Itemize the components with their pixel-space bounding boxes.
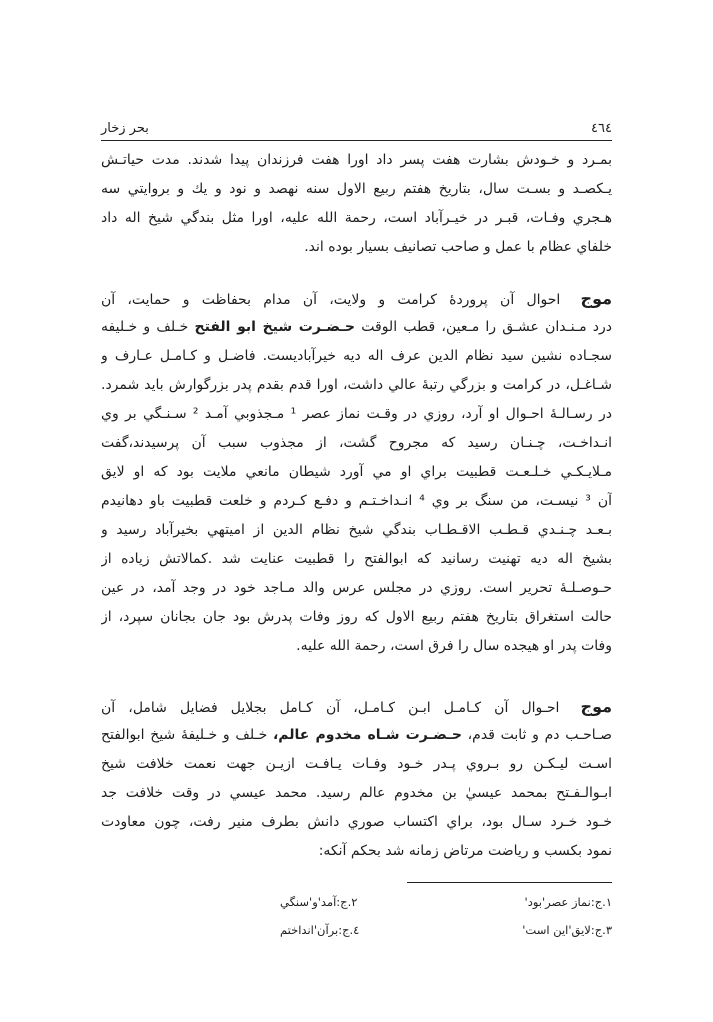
text-span: خـلف و خـليفه — [101, 319, 189, 335]
text-line: سجـاده نشين سيد نظام الدين عرف اله ديه خيرآباديست. فاضـل و كـامـل عـارف و — [101, 348, 612, 364]
section-marker: موج — [580, 289, 612, 308]
text-line: در رسـالـهٔ احـوال او آرد، روزي در وقـت نماز عصر ¹ مـجذوبي آمـد ² سـنـگي بر وي — [101, 406, 612, 422]
footnote-1: ١.ج:نماز عصر'بود' — [524, 895, 612, 909]
footnote-rule — [407, 882, 612, 883]
running-header — [101, 116, 612, 140]
text-line: نمود بكسب و رياضت مرتاض زمانه شد بحكم آنكه: — [318, 843, 612, 859]
paragraph-1 — [101, 146, 612, 262]
text-span: درد مـنـدان عشـق را مـعين، قطب الوقت — [361, 319, 612, 335]
paragraph-3 — [101, 692, 612, 866]
person-name-bold: حـضـرت شـاه مخدوم عالم، — [272, 727, 462, 743]
text-line: ابـوالـفـتح بمحمد عيسيٰ بن مخدوم عالم رسيد. محمد عيسي در وقت خلافت جد — [101, 785, 612, 801]
text-line: انـداخـت، چـنـان رسيد كه مجروح گشت، از مجذوب سبب آن پرسيدند،گفت — [101, 435, 612, 451]
footnote-4: ٤.ج:برآن'انداختم — [280, 923, 360, 937]
text-line — [101, 692, 612, 721]
text-line: خلفاي عظام با عمل و صاحب تصانيف بسيار بوده اند. — [304, 239, 612, 255]
page-number: ٤٦٤ — [591, 120, 612, 136]
text-line: هـجري وفـات، قبـر در خيـرآباد است، رحمة الله عليه، اورا مثل بندگي شيخ اله داد — [101, 210, 612, 226]
header-rule — [101, 140, 612, 141]
text-line — [101, 721, 612, 750]
text-line: حالت استغراق بتاريخ هفتم ربيع الاول كه روز وفات پدرش بود جان بجانان سپرد، از — [101, 609, 612, 625]
text-line — [101, 313, 612, 342]
text-line — [101, 284, 612, 313]
footnote-3: ٣.ج:لايق'اين است' — [522, 923, 612, 937]
text-line: يـكصـد و بسـت سال، بتاريخ هفتم ربيع الاول سنه نهصد و نود و يك و بروايتي سه — [101, 181, 612, 197]
text-line: اسـت ليـكـن رو بـروي پـدر خـود وفـات يـافـت ازيـن جهت نعمت خلافت شيخ — [101, 756, 612, 772]
footnote-row — [280, 916, 612, 944]
footnote-row — [280, 888, 612, 916]
text-line: بشيخ اله ديه تهنيت رسانيد كه ابوالفتح را قطبيت عنايت شد .كمالاتش زياده از — [101, 551, 612, 567]
footnotes — [280, 888, 612, 944]
text-line: بـعـد چـنـدي قـطـب الاقـطـاب بندگي شيخ نظام الدين از اميتهي بخيرآباد رسيد و — [101, 522, 612, 538]
text-span: احوال آن پروردهٔ كرامت و ولايت، آن مدام بحفاظت و حمايت، آن — [101, 292, 561, 308]
text-line: حـوصـلـهٔ تحرير است. روزي در مجلس عرس والد مـاجد خود در وجد آمد، در عين — [101, 580, 612, 596]
person-name-bold: حـضـرت شيخ ابو الفتح — [194, 319, 356, 335]
paragraph-2 — [101, 284, 612, 661]
text-line: وفات پدر او هيجده سال را فرق است، رحمة الله عليه. — [296, 638, 612, 654]
text-line: آن ³ نيسـت، من سنگ بر وي ⁴ انـداخـتـم و دفـع كـردم و خلعت قطبيت باو دهانيدم — [101, 493, 612, 509]
text-line: مـلايـكـي خـلـعـت قطبيت براي او مي آورد شيطان مانعي ملايت بود كه او لايق — [101, 464, 612, 480]
book-title: بحر زخار — [101, 120, 149, 136]
text-line: خـود خـرد سـال بود، براي اكتساب صوري دانش بطرف منير رفت، چون معاودت — [101, 814, 612, 830]
section-marker: موج — [580, 697, 612, 716]
text-line: بمـرد و خـودش بشارت هفت پسر داد اورا هفت فرزندان پيدا شدند. مدت حياتـش — [101, 152, 612, 168]
text-line: شـاغـل، در كرامت و بزرگي رتبهٔ عالي داشت، اورا قدم بقدم پدر بزرگوارش بايد شمرد. — [101, 377, 612, 393]
text-span: صـاحـب دم و ثابت قدم، — [467, 727, 612, 743]
text-span: احـوال آن كـامـل ابـن كـامـل، آن كـامل بجلايل فضايل شامل، آن — [101, 700, 560, 716]
footnote-2: ٢.ج:آمد'و'سنگي — [280, 895, 358, 909]
text-span: خـلف و خـليفهٔ شيخ ابوالفتح — [101, 727, 268, 743]
